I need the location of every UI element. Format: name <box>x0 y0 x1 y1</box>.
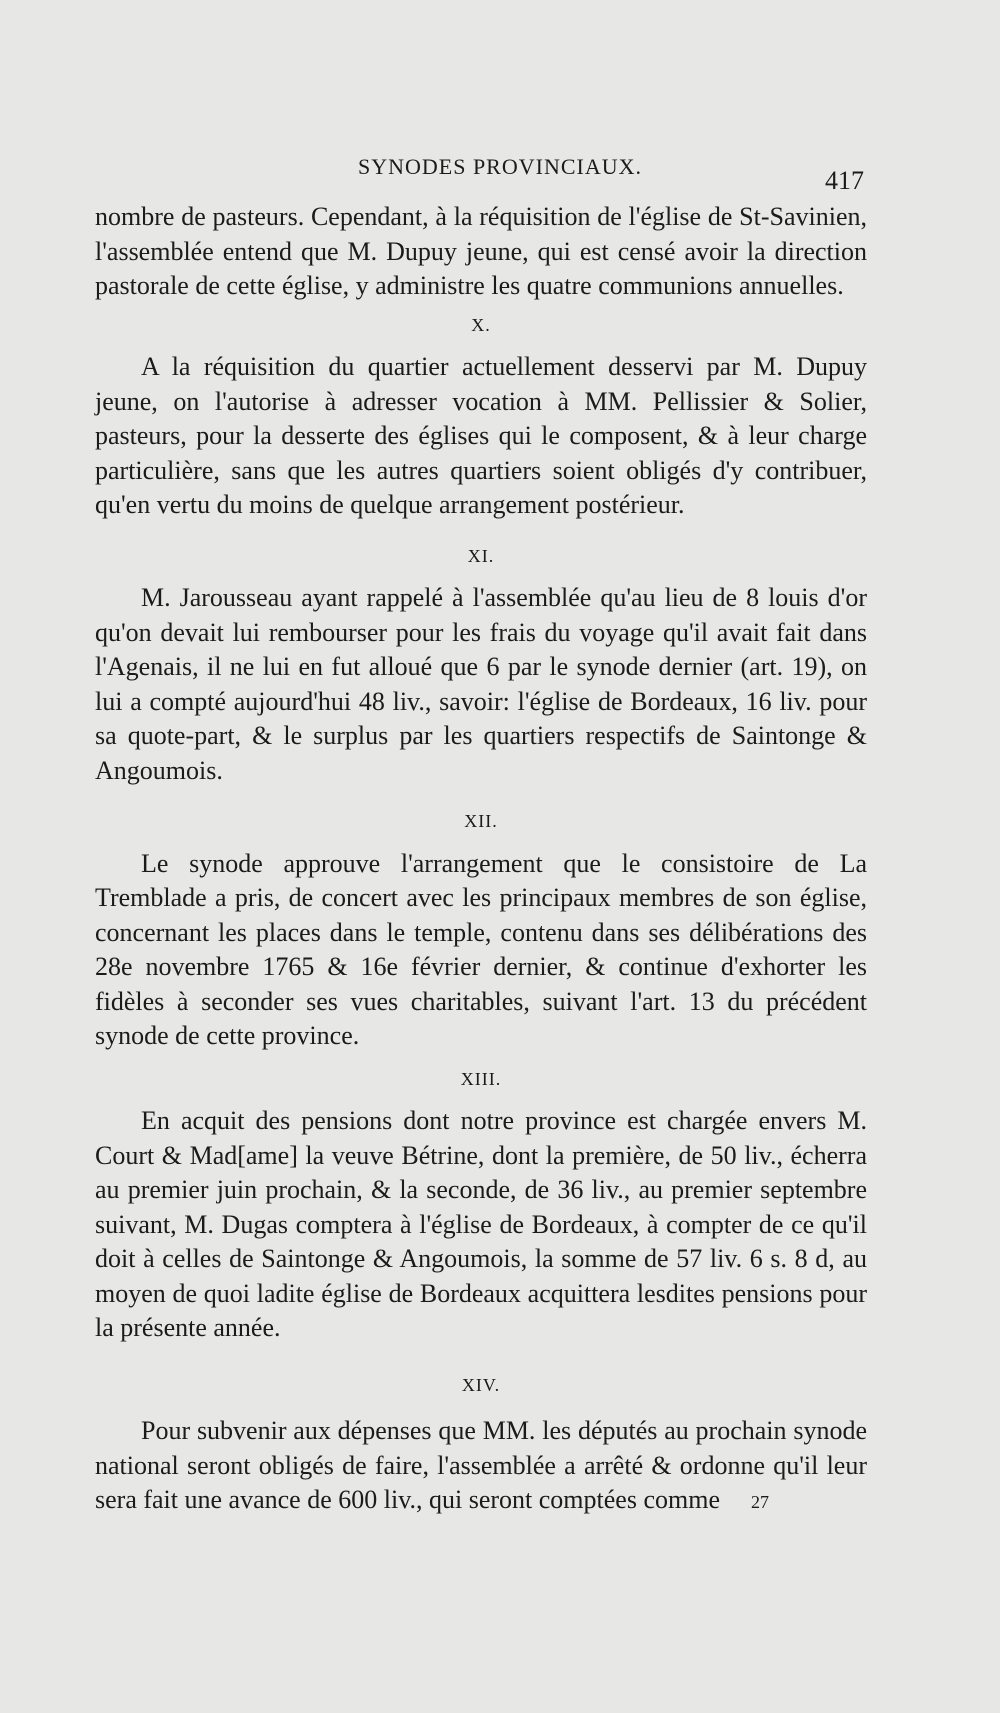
article-paragraph-xii: Le synode approuve l'arrangement que le consistoire de La Tremblade a pris, de concert avec les principaux membres de son église, concernant les places dans le temple, contenu dans ses délibérations des 28e novembre 1765 & 16e février dernier, & continue d'exhorter les fidèles à seconder ses vues charitables, suivant l'art. 13 du précédent synode de cette province. <box>95 848 867 1050</box>
article-paragraph-xiv: Pour subvenir aux dépenses que MM. les députés au prochain synode national seront obligés de faire, l'assemblée a arrêté & ordonne qu'il leur sera fait une avance de 600 liv., qui seront comptées comme <box>95 1416 867 1514</box>
signature-mark: 27 <box>751 1492 769 1512</box>
article-heading-xii: XII. <box>464 811 498 831</box>
continuation-paragraph: nombre de pasteurs. Cependant, à la réquisition de l'église de St-Savinien, l'assemblée entend que M. Dupuy jeune, qui est censé avoir la direction pastorale de cette église, y administre les quatre communions annuelles. <box>95 202 867 300</box>
running-head: SYNODES PROVINCIAUX. <box>357 154 643 179</box>
article-heading-x: X. <box>471 314 491 335</box>
body-text <box>95 200 867 1518</box>
page-number: 417 <box>825 166 864 195</box>
article-paragraph-x: A la réquisition du quartier actuellement desservi par M. Dupuy jeune, on l'autorise à adresser vocation à MM. Pellissier & Solier, pasteurs, pour la desserte des églises qui le composent, & à leur charge particulière, sans que les autres quartiers soient obligés d'y contribuer, qu'en vertu du moins de quelque arrangement postérieur. <box>95 352 867 519</box>
article-paragraph-xi: M. Jarousseau ayant rappelé à l'assemblée qu'au lieu de 8 louis d'or qu'on devait lui rembourser pour les frais du voyage qu'il avait fait dans l'Agenais, il ne lui en fut alloué que 6 par le synode dernier (art. 19), on lui a compté aujourd'hui 48 liv., savoir: l'église de Bordeaux, 16 liv. pour sa quote-part, & le surplus par les quartiers respectifs de Saintonge & Angoumois. <box>95 583 867 785</box>
article-heading-xi: XI. <box>467 545 495 566</box>
article-paragraph-xiii: En acquit des pensions dont notre province est chargée envers M. Court & Mad[ame] la veuve Bétrine, dont la première, de 50 liv., écherra au premier juin prochain, & la seconde, de 36 liv., au premier septembre suivant, M. Dugas comptera à l'église de Bordeaux, à compter de ce qu'il doit à celles de Saintonge & Angoumois, la somme de 57 liv. 6 s. 8 d, au moyen de quoi ladite église de Bordeaux acquittera lesdites pensions pour la présente année. <box>95 1106 867 1342</box>
article-heading-xiii: XIII. <box>460 1068 502 1089</box>
article-heading-xiv: XIV. <box>461 1374 501 1395</box>
